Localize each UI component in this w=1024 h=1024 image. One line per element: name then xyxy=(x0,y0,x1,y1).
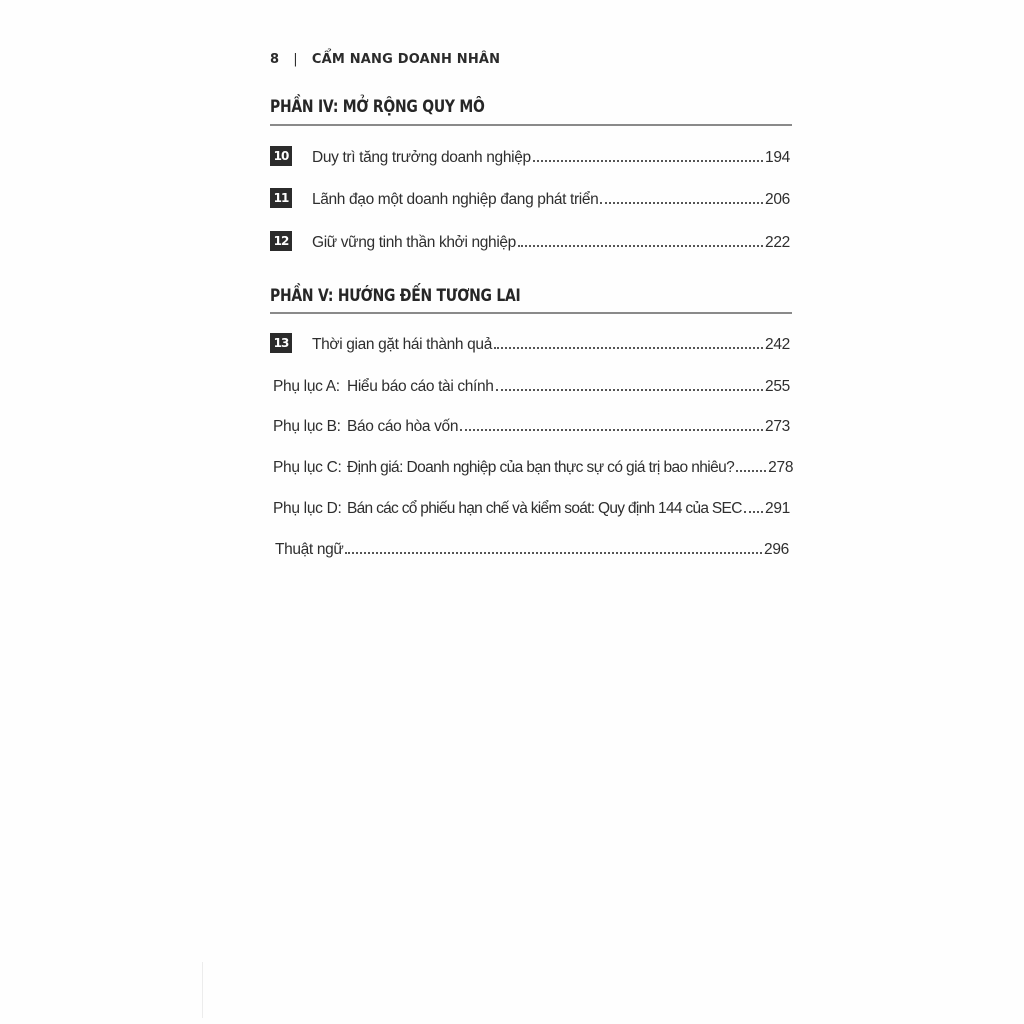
section-divider xyxy=(270,124,792,126)
appendix-title: Bán các cổ phiếu hạn chế và kiểm soát: Quy định 144 của SEC xyxy=(347,500,742,517)
chapter-title: Duy trì tăng trưởng doanh nghiệp xyxy=(312,149,531,166)
toc-entry-glossary[interactable] xyxy=(275,535,789,559)
glossary-title: Thuật ngữ xyxy=(275,541,344,558)
toc-entry-appendix-c[interactable] xyxy=(273,453,794,477)
toc-entry-appendix-a[interactable] xyxy=(273,372,790,396)
page-number: 8 xyxy=(270,52,280,67)
appendix-page: 278 xyxy=(768,459,794,476)
section-title-part-5: PHẦN V: HƯỚNG ĐẾN TƯƠNG LAI xyxy=(270,286,521,306)
book-title: CẨM NANG DOANH NHÂN xyxy=(311,52,501,67)
appendix-title: Hiểu báo cáo tài chính xyxy=(347,378,494,395)
appendix-title: Định giá: Doanh nghiệp của bạn thực sự có giá trị bao nhiêu? xyxy=(347,459,735,476)
dot-leader xyxy=(736,470,766,472)
toc-entry-chapter-12[interactable] xyxy=(270,228,790,252)
chapter-title: Giữ vững tinh thần khởi nghiệp xyxy=(312,234,516,251)
chapter-page: 206 xyxy=(765,191,790,208)
dot-leader xyxy=(533,160,763,162)
toc-entry-chapter-13[interactable] xyxy=(270,330,790,354)
appendix-title: Báo cáo hòa vốn xyxy=(347,418,459,435)
chapter-title: Thời gian gặt hái thành quả xyxy=(312,336,492,353)
dot-leader xyxy=(496,389,763,391)
dot-leader xyxy=(744,511,763,513)
chapter-number-badge: 13 xyxy=(270,333,292,353)
dot-leader xyxy=(600,202,763,204)
section-divider xyxy=(270,312,792,314)
toc-entry-appendix-b[interactable] xyxy=(273,412,790,436)
header-separator: | xyxy=(293,52,298,67)
toc-entry-chapter-11[interactable] xyxy=(270,185,790,209)
appendix-page: 255 xyxy=(765,378,790,395)
chapter-number-badge: 11 xyxy=(270,188,292,208)
chapter-page: 222 xyxy=(765,234,790,251)
toc-entry-appendix-d[interactable] xyxy=(273,494,790,518)
paper-bleed-mark xyxy=(202,962,203,1018)
running-head xyxy=(270,52,500,67)
appendix-label: Phụ lục B: xyxy=(273,418,341,435)
appendix-page: 273 xyxy=(765,418,790,435)
chapter-number-badge: 10 xyxy=(270,146,292,166)
dot-leader xyxy=(494,347,763,349)
dot-leader xyxy=(460,429,763,431)
appendix-label: Phụ lục A: xyxy=(273,378,340,395)
chapter-number-badge: 12 xyxy=(270,231,292,251)
chapter-page: 242 xyxy=(765,336,790,353)
section-title-part-4: PHẦN IV: MỞ RỘNG QUY MÔ xyxy=(270,97,485,117)
dot-leader xyxy=(518,245,763,247)
toc-entry-chapter-10[interactable] xyxy=(270,143,790,167)
chapter-title: Lãnh đạo một doanh nghiệp đang phát triển xyxy=(312,191,599,208)
chapter-page: 194 xyxy=(765,149,790,166)
dot-leader xyxy=(345,552,762,554)
glossary-page: 296 xyxy=(764,541,789,558)
appendix-page: 291 xyxy=(765,500,790,517)
appendix-label: Phụ lục D: xyxy=(273,500,342,517)
appendix-label: Phụ lục C: xyxy=(273,459,342,476)
